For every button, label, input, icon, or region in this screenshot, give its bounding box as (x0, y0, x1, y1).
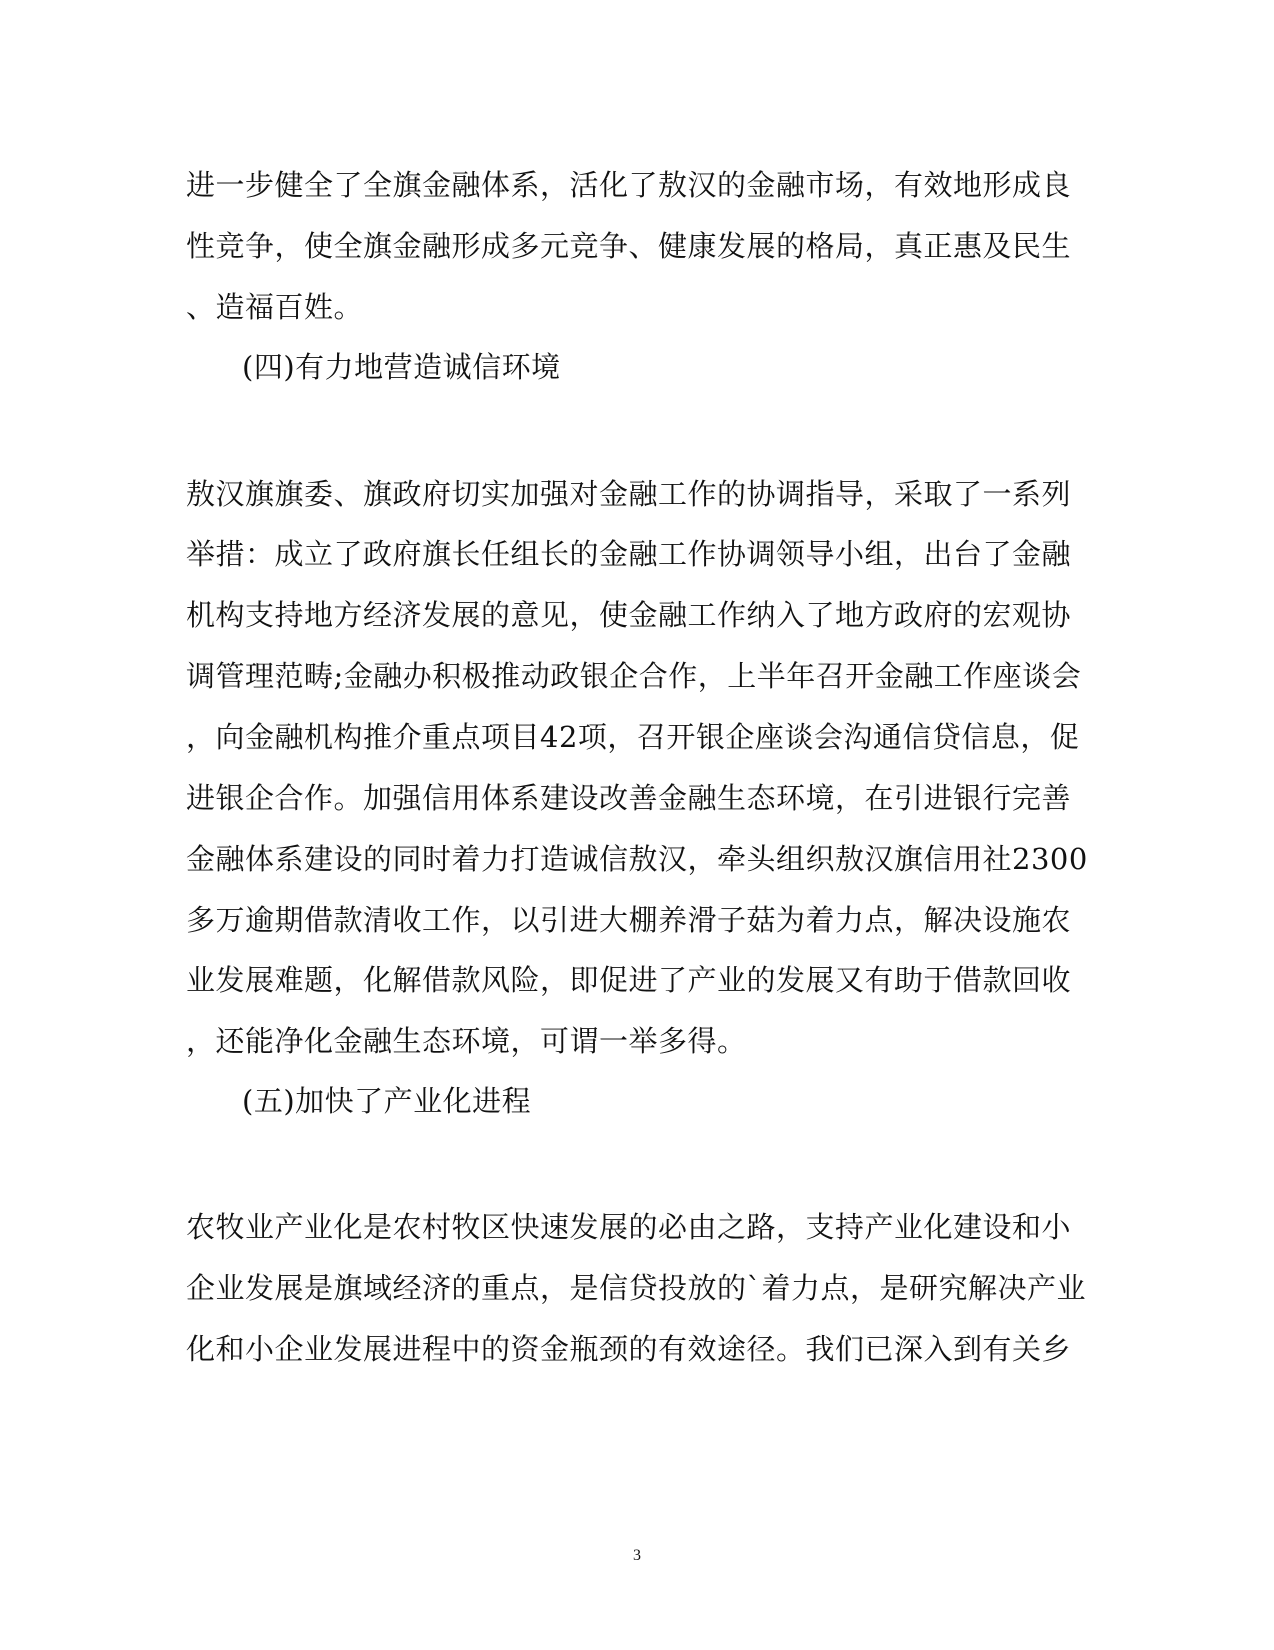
paragraph-3-line-3: 化和小企业发展进程中的资金瓶颈的有效途径。我们已深入到有关乡 (186, 1332, 1072, 1366)
paragraph-2-line-2: 举措：成立了政府旗长任组长的金融工作协调领导小组，出台了金融 (186, 537, 1072, 571)
paragraph-2-line-8: 多万逾期借款清收工作，以引进大棚养滑子菇为着力点，解决设施农 (186, 903, 1072, 937)
paragraph-2-line-4: 调管理范畴;金融办积极推动政银企合作，上半年召开金融工作座谈会 (186, 659, 1082, 693)
page-number: 3 (633, 1547, 641, 1564)
paragraph-2-line-1: 敖汉旗旗委、旗政府切实加强对金融工作的协调指导，采取了一系列 (186, 477, 1072, 511)
paragraph-3-line-1: 农牧业产业化是农村牧区快速发展的必由之路，支持产业化建设和小 (186, 1210, 1072, 1244)
paragraph-2-line-9: 业发展难题，化解借款风险，即促进了产业的发展又有助于借款回收 (186, 963, 1072, 997)
paragraph-3-line-2: 企业发展是旗域经济的重点，是信贷投放的`着力点，是研究解决产业 (186, 1271, 1087, 1305)
paragraph-1-line-3: 、造福百姓。 (186, 290, 364, 324)
section-heading-5: (五)加快了产业化进程 (242, 1084, 532, 1118)
section-heading-4: (四)有力地营造诚信环境 (242, 350, 561, 384)
paragraph-2-line-6: 进银企合作。加强信用体系建设改善金融生态环境，在引进银行完善 (186, 781, 1072, 815)
paragraph-1-line-2: 性竞争，使全旗金融形成多元竞争、健康发展的格局，真正惠及民生 (186, 229, 1072, 263)
paragraph-1-line-1: 进一步健全了全旗金融体系，活化了敖汉的金融市场，有效地形成良 (186, 168, 1072, 202)
paragraph-2-line-3: 机构支持地方经济发展的意见，使金融工作纳入了地方政府的宏观协 (186, 598, 1072, 632)
paragraph-2-line-5: ，向金融机构推介重点项目42项，召开银企座谈会沟通信贷信息，促 (186, 720, 1080, 754)
paragraph-2-line-10: ，还能净化金融生态环境，可谓一举多得。 (186, 1024, 747, 1058)
paragraph-2-line-7: 金融体系建设的同时着力打造诚信敖汉，牵头组织敖汉旗信用社2300 (186, 842, 1088, 876)
